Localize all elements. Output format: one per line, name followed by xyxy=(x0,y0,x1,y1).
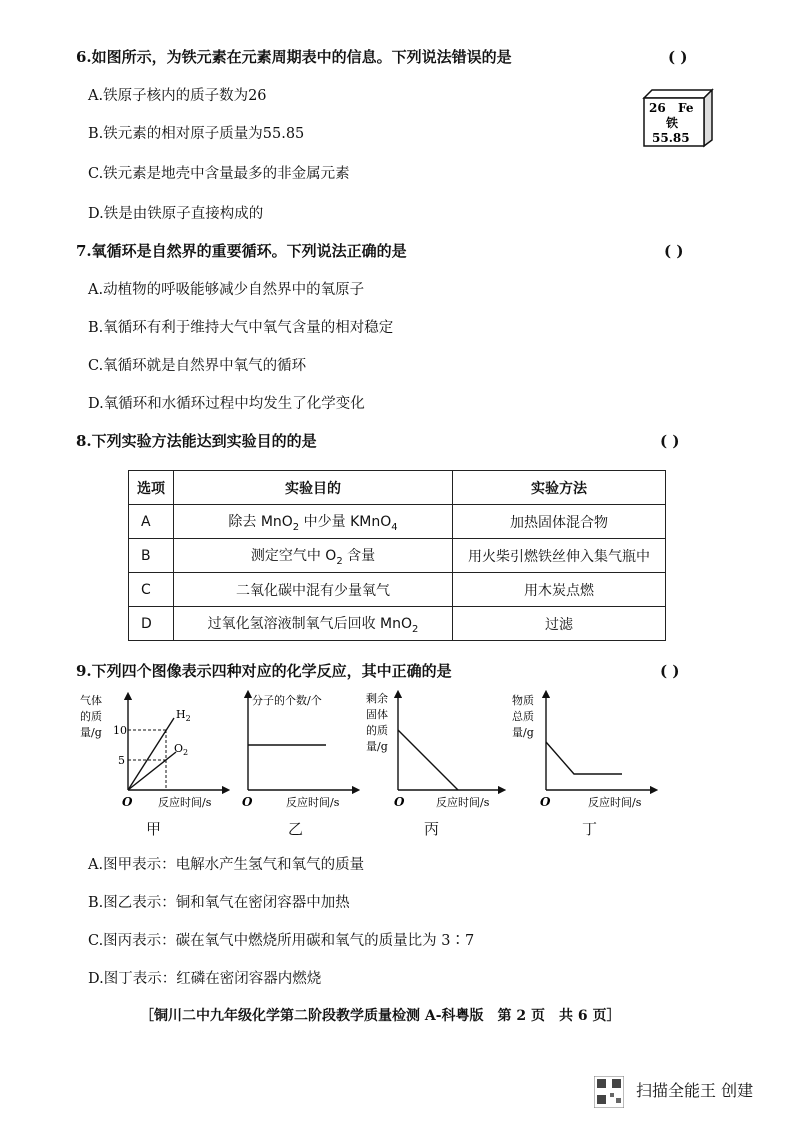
ding-xlabel: 反应时间/s xyxy=(588,796,642,809)
element-number: 26 xyxy=(649,101,666,115)
jia-origin: O xyxy=(122,795,133,809)
bing-ylabel-2: 固体 xyxy=(366,708,388,721)
table-row xyxy=(129,607,666,641)
table-row xyxy=(129,573,666,607)
q6-option-b: B.铁元素的相对原子质量为55.85 xyxy=(88,126,305,142)
header-option: 选项 xyxy=(129,471,174,505)
q6-stem: 6.如图所示，为铁元素在元素周期表中的信息。下列说法错误的是 xyxy=(76,48,512,66)
ding-ylabel-3: 量/g xyxy=(512,726,534,739)
q7-option-a: A.动植物的呼吸能够减少自然界中的氧原子 xyxy=(88,282,365,298)
graph-ding-label: 丁 xyxy=(582,820,598,838)
bing-ylabel-1: 剩余 xyxy=(366,692,388,705)
qr-code-icon xyxy=(594,1076,624,1108)
row-method: 用木炭点燃 xyxy=(453,573,666,607)
graph-jia-label: 甲 xyxy=(146,820,162,838)
jia-h2-line xyxy=(128,718,174,790)
bing-line xyxy=(398,730,458,790)
page-footer: ［铜川二中九年级化学第二阶段教学质量检测 A-科粤版 第 2 页 共 6 页］ xyxy=(140,1008,621,1024)
graph-ding xyxy=(512,690,658,814)
q7-option-b: B.氧循环有利于维持大气中氧气含量的相对稳定 xyxy=(88,320,394,336)
graph-bing-label: 丙 xyxy=(424,820,440,838)
q6-option-c: C.铁元素是地壳中含量最多的非金属元素 xyxy=(88,166,350,182)
graph-bing xyxy=(366,690,506,814)
scanner-watermark: 扫描全能王 创建 xyxy=(636,1081,754,1100)
bing-ylabel-3: 的质 xyxy=(366,724,388,737)
row-method: 过滤 xyxy=(453,607,666,641)
graph-yi-label: 乙 xyxy=(288,820,304,838)
ding-ylabel-2: 总质 xyxy=(512,710,534,723)
element-symbol: Fe xyxy=(678,101,694,115)
jia-tick-10: 10 xyxy=(113,724,127,737)
q9-answer-paren: ( ) xyxy=(660,662,680,680)
ding-origin: O xyxy=(540,795,551,809)
q6-option-d: D.铁是由铁原子直接构成的 xyxy=(88,206,264,222)
q8-stem: 8.下列实验方法能达到实验目的的是 xyxy=(76,432,317,450)
jia-ylabel-2: 的质 xyxy=(80,710,102,723)
jia-ylabel-1: 气体 xyxy=(80,694,102,707)
bing-origin: O xyxy=(394,795,405,809)
q9-option-c: C.图丙表示：碳在氧气中燃烧所用碳和氧气的质量比为 3∶7 xyxy=(88,933,475,949)
header-method: 实验方法 xyxy=(453,471,666,505)
q6-option-a: A.铁原子核内的质子数为26 xyxy=(88,88,267,104)
row-method: 用火柴引燃铁丝伸入集气瓶中 xyxy=(453,539,666,573)
row-purpose: 除去 MnO$_2$ 中少量 KMnO$_4$ xyxy=(174,505,453,539)
bing-ylabel-4: 量/g xyxy=(366,740,388,753)
table-row xyxy=(129,505,666,539)
q9-option-b: B.图乙表示：铜和氧气在密闭容器中加热 xyxy=(88,895,350,911)
q9-stem: 9.下列四个图像表示四种对应的化学反应，其中正确的是 xyxy=(76,662,452,680)
q7-answer-paren: ( ) xyxy=(664,242,684,260)
table-row xyxy=(129,539,666,573)
row-purpose: 二氧化碳中混有少量氧气 xyxy=(174,573,453,607)
element-name: 铁 xyxy=(666,116,679,130)
jia-h2-label: $H_2$ xyxy=(176,708,191,723)
q7-option-c: C.氧循环就是自然界中氧气的循环 xyxy=(88,358,307,374)
q9-option-a: A.图甲表示：电解水产生氢气和氧气的质量 xyxy=(88,857,365,873)
row-purpose: 过氧化氢溶液制氧气后回收 MnO$_2$ xyxy=(174,607,453,641)
jia-o2-line xyxy=(128,752,176,790)
graph-yi xyxy=(240,690,360,814)
bing-xlabel: 反应时间/s xyxy=(436,796,490,809)
row-option: B xyxy=(129,539,174,573)
yi-ylabel: 分子的个数/个 xyxy=(252,694,322,707)
jia-tick-5: 5 xyxy=(118,754,125,767)
jia-xlabel: 反应时间/s xyxy=(158,796,212,809)
row-option: C xyxy=(129,573,174,607)
q9-option-d: D.图丁表示：红磷在密闭容器内燃烧 xyxy=(88,971,322,987)
element-mass: 55.85 xyxy=(652,131,690,145)
header-purpose: 实验目的 xyxy=(174,471,453,505)
graph-jia xyxy=(80,690,230,814)
table-header-row xyxy=(129,471,666,505)
row-purpose: 测定空气中 $O_2$ 含量 xyxy=(174,539,453,573)
yi-origin: O xyxy=(242,795,253,809)
q6-answer-paren: ( ) xyxy=(668,48,688,66)
q7-option-d: D.氧循环和水循环过程中均发生了化学变化 xyxy=(88,396,365,412)
jia-o2-label: $O_2$ xyxy=(174,742,189,757)
ding-ylabel-1: 物质 xyxy=(512,694,534,707)
q8-answer-paren: ( ) xyxy=(660,432,680,450)
row-option: D xyxy=(129,607,174,641)
experiment-table xyxy=(128,470,666,641)
jia-ylabel-3: 量/g xyxy=(80,726,102,739)
yi-xlabel: 反应时间/s xyxy=(286,796,340,809)
iron-element-card xyxy=(640,86,714,148)
row-method: 加热固体混合物 xyxy=(453,505,666,539)
row-option: A xyxy=(129,505,174,539)
ding-line xyxy=(546,742,622,774)
q7-stem: 7.氧循环是自然界的重要循环。下列说法正确的是 xyxy=(76,242,407,260)
